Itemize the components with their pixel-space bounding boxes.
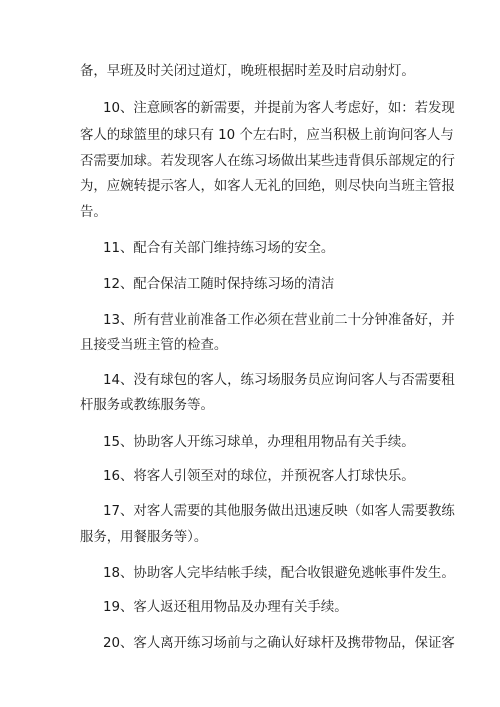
text-line: 客人的球篮里的球只有 10 个左右时，应当积极上前询问客人与: [80, 128, 454, 143]
text-line: 备，早班及时关闭过道灯，晚班根据时差及时启动射灯。: [80, 64, 415, 79]
list-item-13: 13、所有营业前准备工作必须在营业前二十分钟准备好，并: [103, 313, 455, 328]
text-line: 服务，用餐服务等）。: [80, 530, 208, 545]
text-line: 否需要加球。若发现客人在练习场做出某些违背俱乐部规定的行: [80, 154, 455, 169]
list-item-18: 18、协助客人完毕结帐手续，配合收银避免逃帐事件发生。: [103, 566, 455, 581]
list-item-16: 16、将客人引领至对的球位，并预祝客人打球快乐。: [103, 469, 415, 484]
text-line: 告。: [80, 205, 107, 220]
list-item-19: 19、客人返还租用物品及办理有关手续。: [103, 600, 348, 615]
text-line: 为，应婉转提示客人，如客人无礼的回绝，则尽快向当班主管报: [80, 179, 455, 194]
list-item-20: 20、客人离开练习场前与之确认好球杆及携带物品，保证客: [103, 636, 455, 651]
list-item-15: 15、协助客人开练习球单，办理租用物品有关手续。: [103, 435, 415, 450]
list-item-17: 17、对客人需要的其他服务做出迅速反映（如客人需要教练: [103, 504, 455, 519]
list-item-12: 12、配合保洁工随时保持练习场的清洁: [103, 277, 335, 292]
list-item-11: 11、配合有关部门维持练习场的安全。: [103, 241, 335, 256]
text-line: 且接受当班主管的检查。: [80, 338, 228, 353]
text-line: 杆服务或教练服务等。: [80, 398, 214, 413]
list-item-10: 10、注意顾客的新需要，并提前为客人考虑好，如：若发现: [103, 101, 455, 116]
list-item-14: 14、没有球包的客人，练习场服务员应询问客人与否需要租: [103, 373, 455, 388]
